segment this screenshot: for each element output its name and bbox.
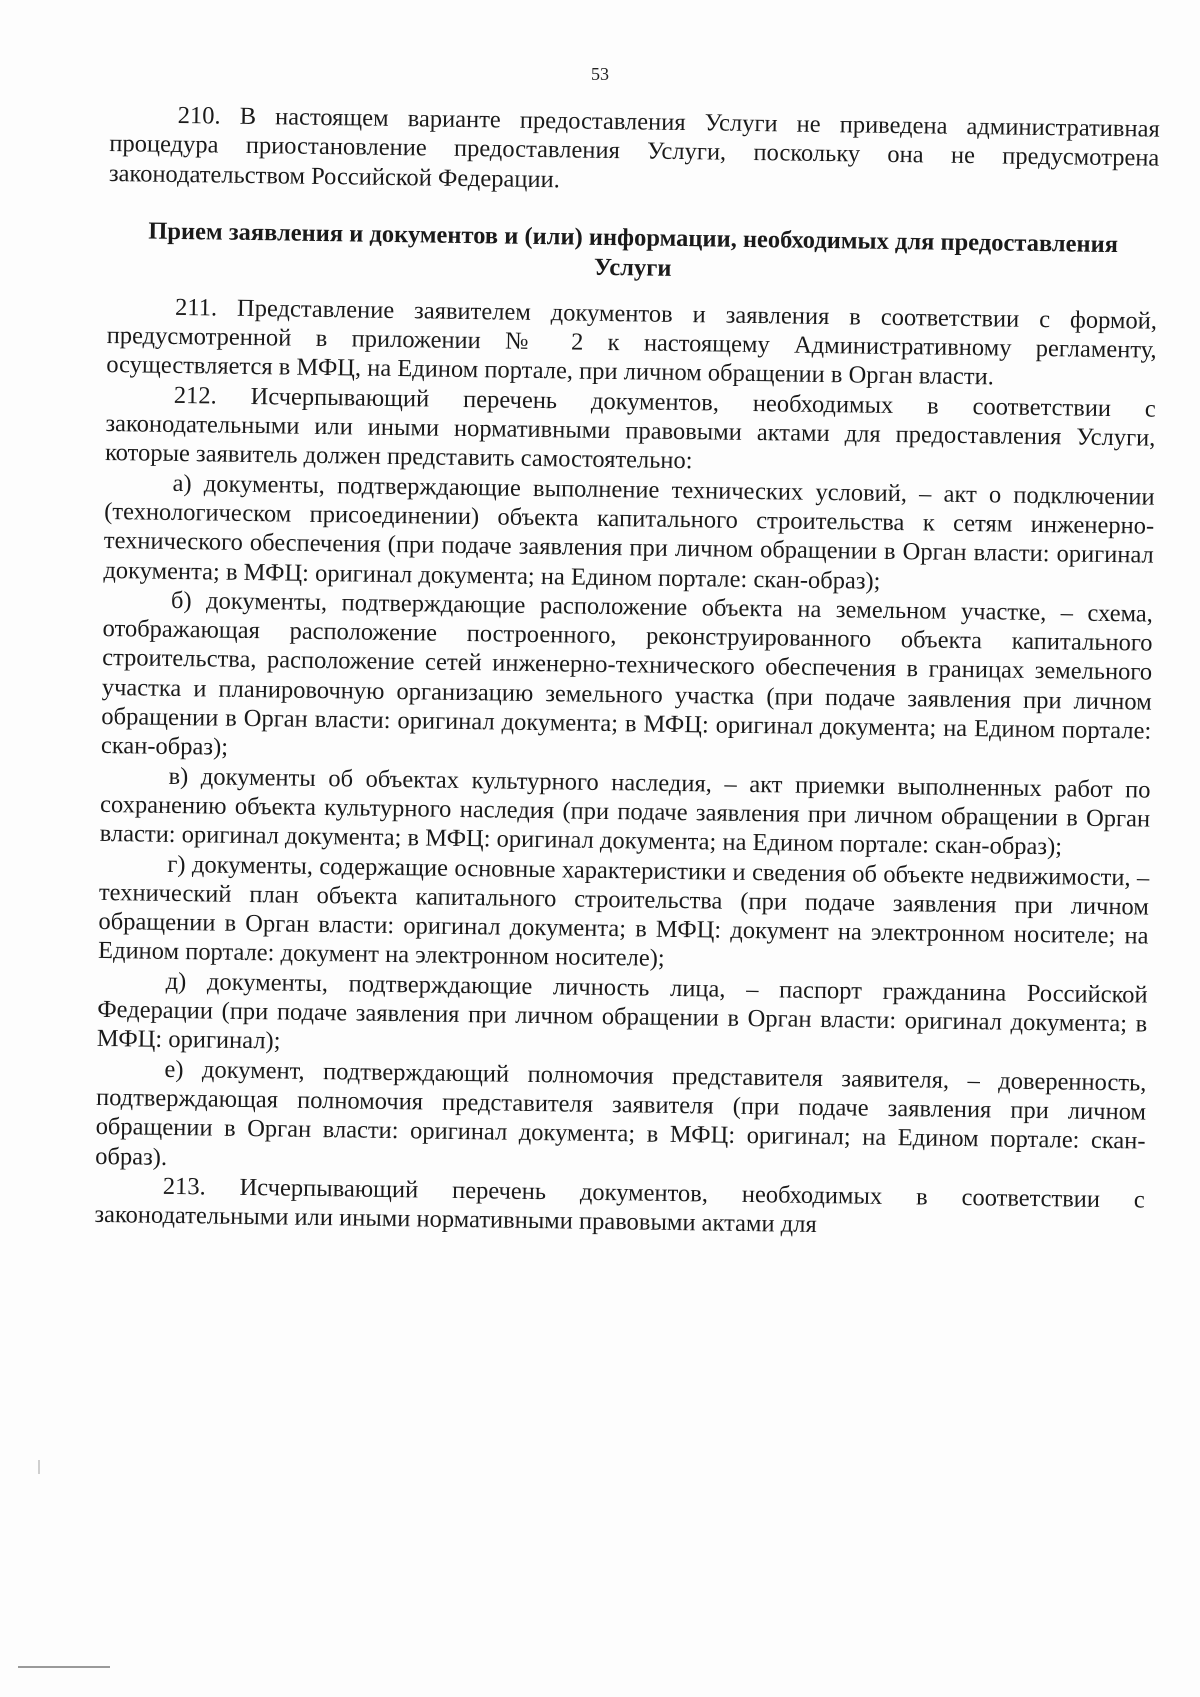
scan-artifact-line	[18, 1666, 110, 1668]
list-item-d: д) документы, подтверждающие личность лица, – паспорт гражданина Российской Федерации (при подаче заявления при личном обращении в Орган власти: оригинал документа; в МФЦ: оригинал);	[96, 967, 1148, 1055]
scan-artifact-mark	[38, 1460, 40, 1474]
section-heading: Прием заявления и документов и (или) информации, необходимых для предоставления Услуги	[148, 217, 1119, 282]
paragraph-210: 210. В настоящем варианте предоставления Услуги не приведена административная процедура приостановление предоставления Услуги, поскольку она не предусмотрена законодательством Российской Федерации.	[108, 101, 1160, 193]
list-item-e: е) документ, подтверждающий полномочия представителя заявителя, – доверенность, подтверждающая полномочия представителя заявителя (при подаче заявления при личном обращении в Орган власти: оригинал документа; в МФЦ: оригинал; на Едином портале: скан-образ).	[95, 1055, 1147, 1171]
list-item-b: б) документы, подтверждающие расположение объекта на земельном участке, – схема, отображающая расположение построенного, реконструированного объекта капитального строительства, расположение сетей инженерно-технического обеспечения в границах земельного участка и планировочную организацию земельного участка (при подаче заявления при личном обращении в Орган власти: оригинал документа; в МФЦ: оригинал документа; на Едином портале: скан-образ);	[100, 586, 1154, 762]
paragraph-211: 211. Представление заявителем документов и заявления в соответствии с формой, предусмотренной в приложении № 2 к настоящему Административному регламенту, осуществляется в МФЦ, на Едином портале, при личном обращении в Орган власти.	[106, 293, 1158, 391]
paragraph-212: 212. Исчерпывающий перечень документов, необходимых в соответствии с законодательными или иными нормативными правовыми актами для предоставления Услуги, которые заявитель должен представить самостоятельно:	[104, 381, 1156, 475]
document-body	[94, 100, 1160, 1244]
list-item-v: в) документы об объектах культурного наследия, – акт приемки выполненных работ по сохранению объекта культурного наследия (при подаче заявления при личном обращении в Орган власти: оригинал документа; в МФЦ: оригинал документа; на Едином портале: скан-образ);	[99, 762, 1151, 861]
list-item-g: г) документы, содержащие основные характеристики и сведения об объекте недвижимости, – технический план объекта капитального строительства (при подаче заявления при личном обращении в Орган власти: оригинал документа; в МФЦ: документ на электронном носителе; на Едином портале: документ на электронном носителе);	[97, 850, 1150, 973]
page-number: 53	[591, 64, 609, 84]
list-item-a: а) документы, подтверждающие выполнение технических условий, – акт о подключении (технологическом присоединении) объекта капитального строительства к сетям инженерно-технического обеспечения (при подаче заявления при личном обращении в Орган власти: оригинал документа; в МФЦ: оригинал документа; на Едином портале: скан-образ);	[103, 469, 1155, 595]
paragraph-213: 213. Исчерпывающий перечень документов, необходимых в соответствии с законодательными или иными нормативными правовыми актами для	[94, 1172, 1145, 1239]
